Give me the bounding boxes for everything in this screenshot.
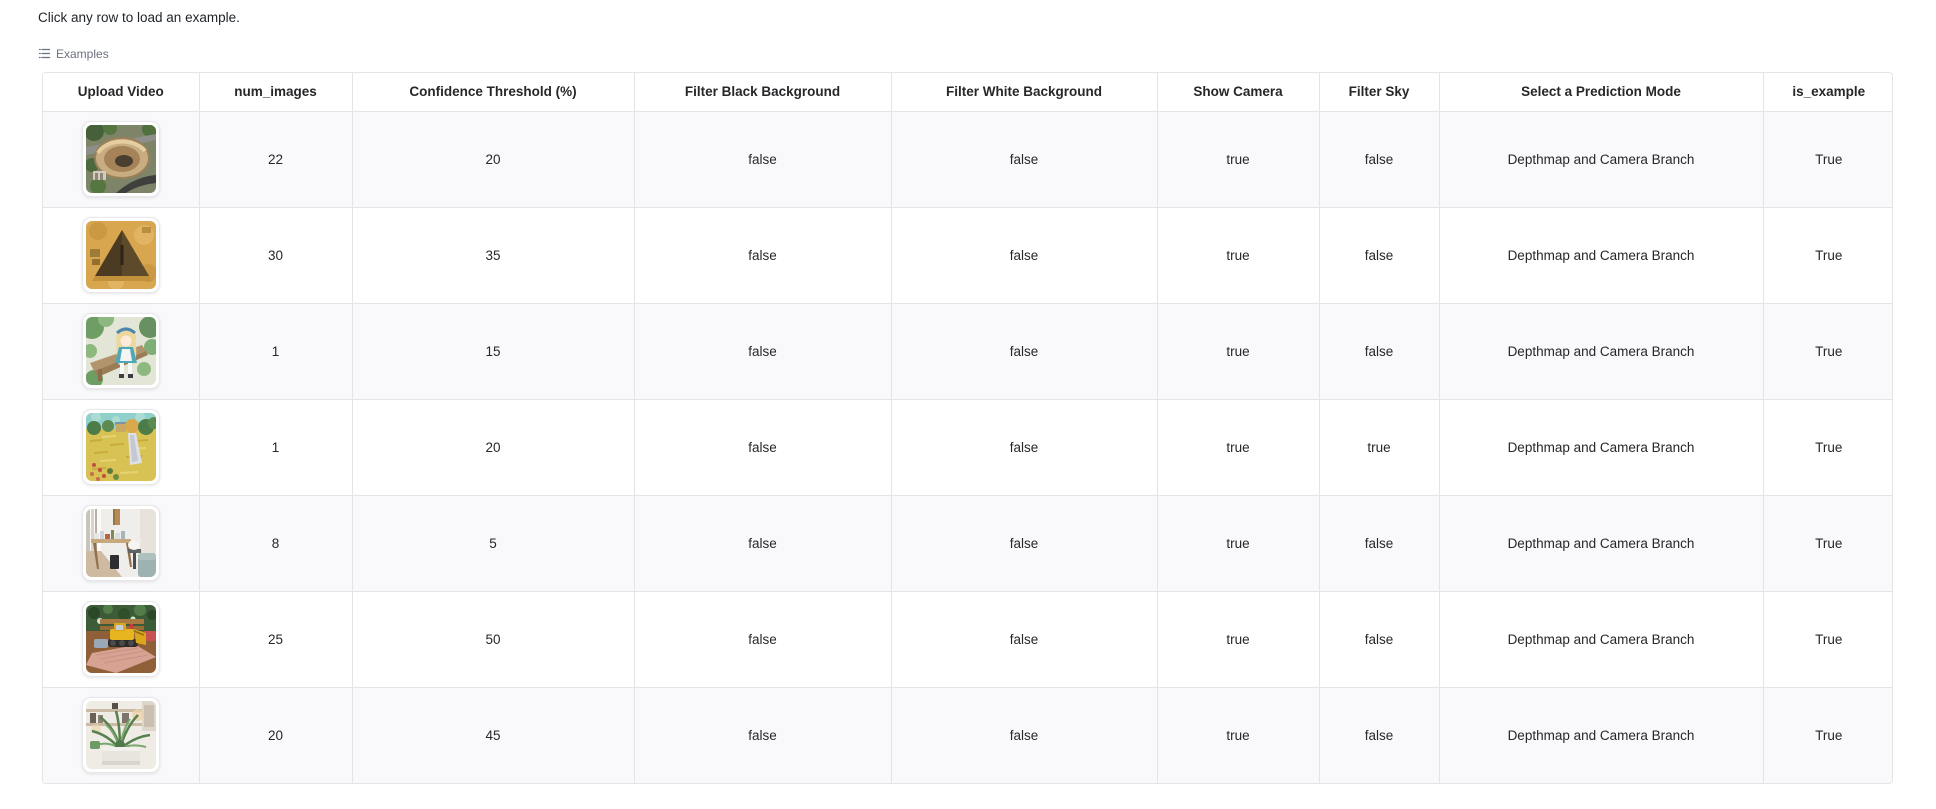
cell-num-images: 1	[199, 399, 352, 495]
cell-prediction-mode: Depthmap and Camera Branch	[1439, 591, 1763, 687]
example-thumbnail	[82, 313, 160, 389]
example-thumbnail	[82, 217, 160, 293]
thumbnail-van-gogh-garden-painting	[86, 413, 156, 481]
cell-filter-sky: false	[1319, 111, 1439, 207]
cell-filter-black-background: false	[634, 399, 891, 495]
cell-filter-black-background: false	[634, 207, 891, 303]
cell-upload-video	[43, 687, 199, 783]
cell-confidence-threshold: 15	[352, 303, 634, 399]
cell-show-camera: true	[1157, 687, 1319, 783]
cell-filter-sky: false	[1319, 495, 1439, 591]
cell-show-camera: true	[1157, 591, 1319, 687]
example-row-2[interactable]	[43, 207, 1893, 303]
example-row-1[interactable]	[43, 111, 1893, 207]
thumbnail-pyramid-aerial	[86, 221, 156, 289]
example-row-6[interactable]	[43, 591, 1893, 687]
cell-filter-white-background: false	[891, 111, 1157, 207]
cell-is-example: True	[1763, 111, 1893, 207]
example-thumbnail	[82, 697, 160, 773]
instruction-text: Click any row to load an example.	[38, 10, 240, 25]
cell-is-example: True	[1763, 591, 1893, 687]
cell-show-camera: true	[1157, 111, 1319, 207]
cell-show-camera: true	[1157, 303, 1319, 399]
cell-show-camera: true	[1157, 207, 1319, 303]
header-row	[43, 73, 1893, 111]
example-row-3[interactable]	[43, 303, 1893, 399]
col-header-prediction-mode: Select a Prediction Mode	[1439, 73, 1763, 111]
cell-num-images: 1	[199, 303, 352, 399]
thumbnail-anime-girl-on-bench	[86, 317, 156, 385]
example-thumbnail	[82, 505, 160, 581]
thumbnail-colosseum-aerial	[86, 125, 156, 193]
col-header-filter-sky: Filter Sky	[1319, 73, 1439, 111]
cell-filter-black-background: false	[634, 495, 891, 591]
cell-num-images: 25	[199, 591, 352, 687]
cell-confidence-threshold: 20	[352, 111, 634, 207]
cell-prediction-mode: Depthmap and Camera Branch	[1439, 207, 1763, 303]
cell-is-example: True	[1763, 687, 1893, 783]
cell-filter-black-background: false	[634, 591, 891, 687]
cell-show-camera: true	[1157, 495, 1319, 591]
col-header-num-images: num_images	[199, 73, 352, 111]
col-header-show-camera: Show Camera	[1157, 73, 1319, 111]
cell-filter-white-background: false	[891, 591, 1157, 687]
cell-prediction-mode: Depthmap and Camera Branch	[1439, 111, 1763, 207]
cell-filter-sky: false	[1319, 687, 1439, 783]
cell-confidence-threshold: 45	[352, 687, 634, 783]
col-header-filter-white-background: Filter White Background	[891, 73, 1157, 111]
col-header-is-example: is_example	[1763, 73, 1893, 111]
cell-filter-black-background: false	[634, 303, 891, 399]
cell-upload-video	[43, 303, 199, 399]
example-thumbnail	[82, 121, 160, 197]
cell-confidence-threshold: 5	[352, 495, 634, 591]
thumbnail-lego-bulldozer-on-table	[86, 605, 156, 673]
cell-confidence-threshold: 35	[352, 207, 634, 303]
cell-filter-white-background: false	[891, 303, 1157, 399]
cell-upload-video	[43, 399, 199, 495]
cell-filter-white-background: false	[891, 207, 1157, 303]
cell-prediction-mode: Depthmap and Camera Branch	[1439, 399, 1763, 495]
cell-filter-sky: false	[1319, 303, 1439, 399]
cell-prediction-mode: Depthmap and Camera Branch	[1439, 495, 1763, 591]
cell-prediction-mode: Depthmap and Camera Branch	[1439, 303, 1763, 399]
cell-filter-white-background: false	[891, 399, 1157, 495]
cell-is-example: True	[1763, 495, 1893, 591]
cell-prediction-mode: Depthmap and Camera Branch	[1439, 687, 1763, 783]
cell-filter-black-background: false	[634, 687, 891, 783]
col-header-confidence-threshold: Confidence Threshold (%)	[352, 73, 634, 111]
examples-table	[42, 72, 1893, 784]
cell-is-example: True	[1763, 303, 1893, 399]
cell-upload-video	[43, 111, 199, 207]
cell-upload-video	[43, 495, 199, 591]
cell-filter-sky: true	[1319, 399, 1439, 495]
cell-is-example: True	[1763, 399, 1893, 495]
cell-filter-white-background: false	[891, 495, 1157, 591]
cell-num-images: 30	[199, 207, 352, 303]
example-thumbnail	[82, 601, 160, 677]
examples-list-icon	[38, 47, 51, 60]
cell-confidence-threshold: 50	[352, 591, 634, 687]
thumbnail-potted-fern-plant	[86, 701, 156, 769]
example-row-4[interactable]	[43, 399, 1893, 495]
cell-confidence-threshold: 20	[352, 399, 634, 495]
example-row-7[interactable]	[43, 687, 1893, 783]
cell-filter-sky: false	[1319, 207, 1439, 303]
cell-upload-video	[43, 591, 199, 687]
cell-filter-black-background: false	[634, 111, 891, 207]
cell-num-images: 8	[199, 495, 352, 591]
cell-filter-white-background: false	[891, 687, 1157, 783]
examples-block-label	[38, 47, 1936, 60]
example-row-5[interactable]	[43, 495, 1893, 591]
examples-label-text: Examples	[56, 46, 109, 61]
cell-filter-sky: false	[1319, 591, 1439, 687]
thumbnail-cluttered-desk-room-cat	[86, 509, 156, 577]
col-header-filter-black-background: Filter Black Background	[634, 73, 891, 111]
cell-num-images: 22	[199, 111, 352, 207]
col-header-upload-video: Upload Video	[43, 73, 199, 111]
cell-show-camera: true	[1157, 399, 1319, 495]
cell-upload-video	[43, 207, 199, 303]
cell-is-example: True	[1763, 207, 1893, 303]
example-thumbnail	[82, 409, 160, 485]
cell-num-images: 20	[199, 687, 352, 783]
